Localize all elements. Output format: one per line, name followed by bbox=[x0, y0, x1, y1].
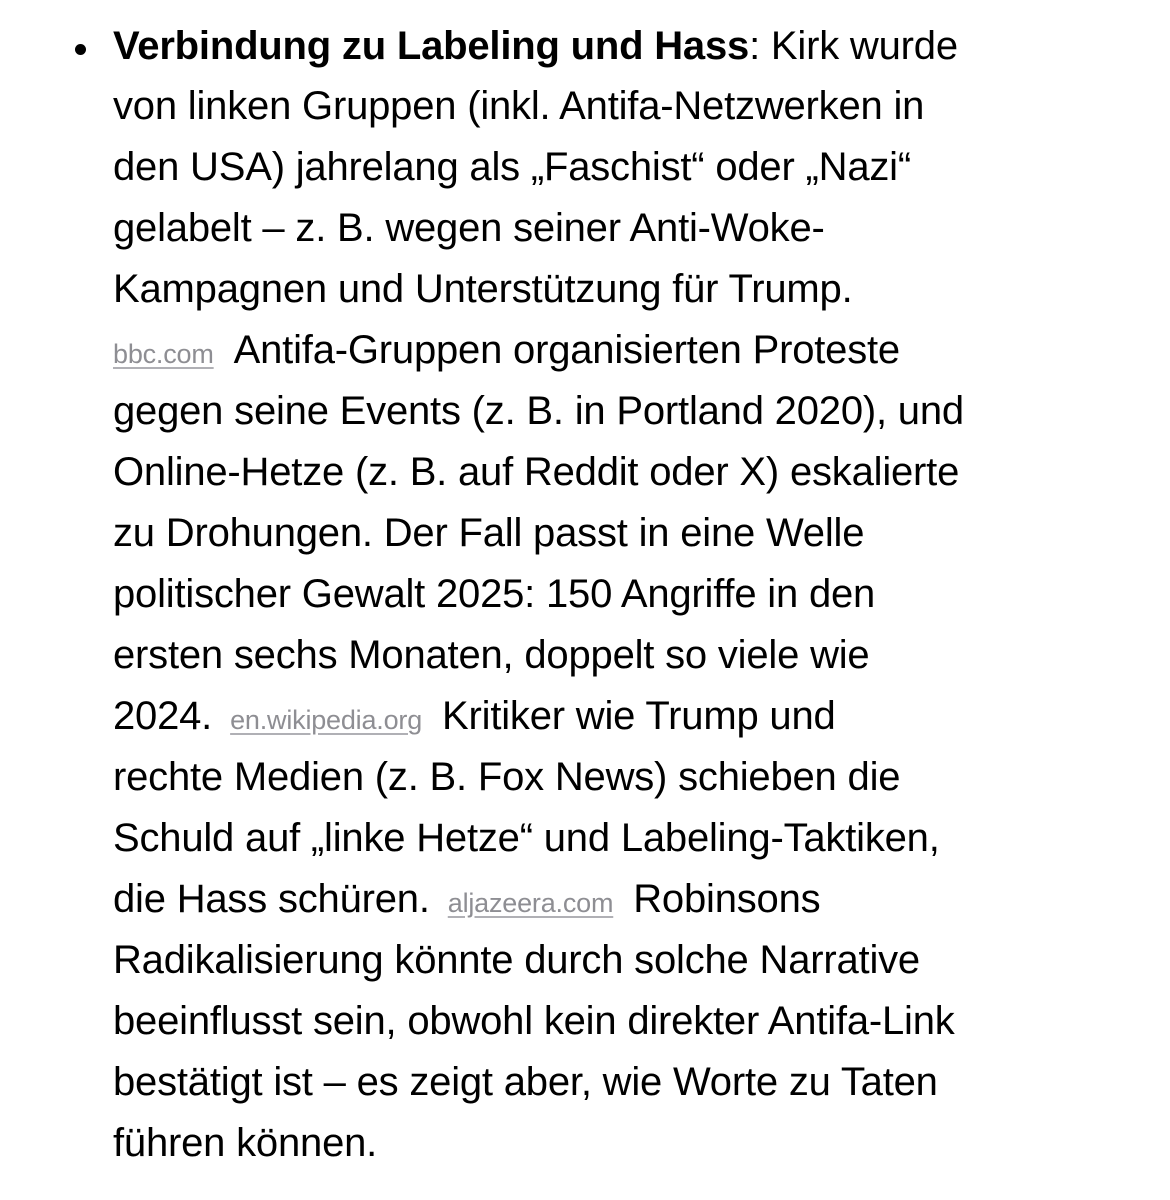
line-6-tail: Antifa-Gruppen organisierten Proteste bbox=[233, 328, 900, 372]
text-line-12 bbox=[113, 692, 836, 744]
source-link-aljazeera[interactable]: aljazeera.com bbox=[447, 888, 614, 918]
text-line-6 bbox=[113, 326, 900, 378]
heading-colon: : bbox=[749, 24, 760, 68]
text-line-16: Radikalisierung könnte durch solche Narrative bbox=[113, 938, 920, 982]
line-15-tail: Robinsons bbox=[633, 877, 821, 921]
text-line-10: politischer Gewalt 2025: 150 Angriffe in den bbox=[113, 572, 876, 616]
line-12-head: 2024. bbox=[113, 694, 213, 738]
source-link-wikipedia[interactable]: en.wikipedia.org bbox=[230, 705, 423, 735]
line-1-tail: Kirk wurde bbox=[760, 24, 958, 68]
line-12-tail: Kritiker wie Trump und bbox=[442, 694, 836, 738]
text-line-9: zu Drohungen. Der Fall passt in eine Welle bbox=[113, 511, 865, 555]
bullet-dot-icon bbox=[75, 44, 86, 55]
text-line-17: beeinflusst sein, obwohl kein direkter Antifa-Link bbox=[113, 999, 955, 1043]
text-line-5: Kampagnen und Unterstützung für Trump. bbox=[113, 267, 853, 311]
source-link-bbc[interactable]: bbc.com bbox=[113, 339, 214, 369]
text-line-8: Online-Hetze (z. B. auf Reddit oder X) eskalierte bbox=[113, 450, 960, 494]
text-line-15 bbox=[113, 875, 820, 927]
text-line-7: gegen seine Events (z. B. in Portland 2020), und bbox=[113, 389, 964, 433]
text-line-3: den USA) jahrelang als „Faschist“ oder „Nazi“ bbox=[113, 145, 911, 189]
line-15-head: die Hass schüren. bbox=[113, 877, 430, 921]
text-line-1 bbox=[113, 22, 958, 70]
text-line-4: gelabelt – z. B. wegen seiner Anti-Woke- bbox=[113, 206, 825, 250]
text-line-14: Schuld auf „linke Hetze“ und Labeling-Taktiken, bbox=[113, 816, 940, 860]
text-line-13: rechte Medien (z. B. Fox News) schieben die bbox=[113, 755, 901, 799]
text-line-2: von linken Gruppen (inkl. Antifa-Netzwerken in bbox=[113, 84, 925, 128]
text-line-11: ersten sechs Monaten, doppelt so viele wie bbox=[113, 633, 870, 677]
bullet-heading: Verbindung zu Labeling und Hass bbox=[113, 24, 750, 68]
text-line-18: bestätigt ist – es zeigt aber, wie Worte zu Taten bbox=[113, 1060, 938, 1104]
text-line-19: führen können. bbox=[113, 1121, 378, 1165]
